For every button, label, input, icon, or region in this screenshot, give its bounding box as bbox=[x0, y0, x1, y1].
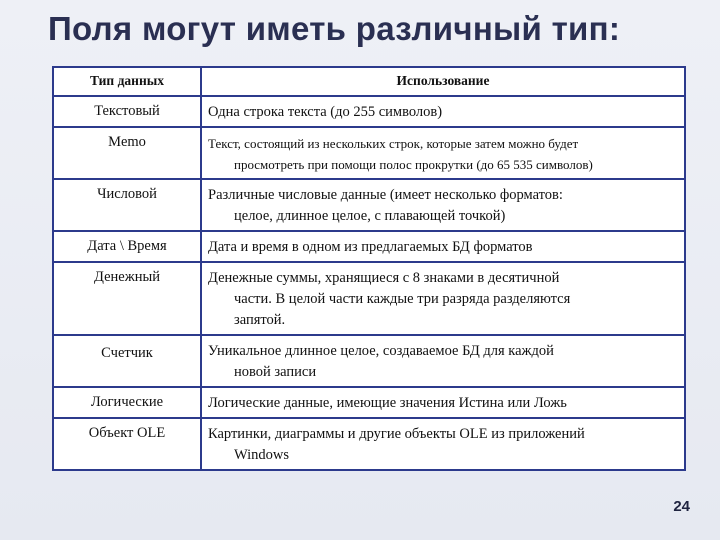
page-number: 24 bbox=[673, 498, 690, 515]
table-row bbox=[53, 387, 685, 418]
usage-line: Уникальное длинное целое, создаваемое БД для каждой bbox=[208, 343, 554, 359]
usage-line: части. В целой части каждые три разряда разделяются bbox=[234, 291, 571, 307]
table-row bbox=[53, 335, 685, 387]
usage-line: Картинки, диаграммы и другие объекты OLE из приложений bbox=[208, 426, 585, 442]
type-cell: Денежный bbox=[53, 262, 201, 335]
usage-line: просмотреть при помощи полос прокрутки (до 65 535 символов) bbox=[234, 157, 593, 172]
usage-line: целое, длинное целое, с плавающей точкой) bbox=[234, 208, 506, 224]
usage-cell bbox=[201, 179, 685, 231]
table-row bbox=[53, 262, 685, 335]
slide-title: Поля могут иметь различный тип: bbox=[48, 10, 621, 47]
usage-cell bbox=[201, 262, 685, 335]
usage-cell bbox=[201, 127, 685, 179]
usage-cell bbox=[201, 231, 685, 262]
header-usage: Использование bbox=[201, 67, 685, 96]
usage-line: Одна строка текста (до 255 символов) bbox=[208, 104, 443, 120]
type-cell: Счетчик bbox=[53, 335, 201, 387]
usage-cell bbox=[201, 335, 685, 387]
table-row bbox=[53, 96, 685, 127]
usage-cell bbox=[201, 387, 685, 418]
usage-line: Логические данные, имеющие значения Истина или Ложь bbox=[208, 395, 567, 411]
usage-line: Денежные суммы, хранящиеся с 8 знаками в десятичной bbox=[208, 270, 560, 286]
type-cell: Текстовый bbox=[53, 96, 201, 127]
usage-line: Текст, состоящий из нескольких строк, которые затем можно будет bbox=[208, 136, 579, 151]
type-cell: Логические bbox=[53, 387, 201, 418]
header-data-type: Тип данных bbox=[53, 67, 201, 96]
table-row bbox=[53, 418, 685, 470]
table-header-row bbox=[53, 67, 685, 96]
type-cell: Числовой bbox=[53, 179, 201, 231]
usage-cell bbox=[201, 96, 685, 127]
table-row bbox=[53, 231, 685, 262]
usage-line: Windows bbox=[234, 447, 289, 463]
usage-cell bbox=[201, 418, 685, 470]
type-cell: Объект OLE bbox=[53, 418, 201, 470]
usage-line: Различные числовые данные (имеет несколько форматов: bbox=[208, 187, 563, 203]
type-cell: Дата \ Время bbox=[53, 231, 201, 262]
usage-line: Дата и время в одном из предлагаемых БД форматов bbox=[208, 239, 533, 255]
table-row bbox=[53, 179, 685, 231]
data-types-table bbox=[52, 66, 686, 471]
usage-line: новой записи bbox=[234, 364, 317, 380]
table-row bbox=[53, 127, 685, 179]
usage-line: запятой. bbox=[234, 312, 286, 328]
type-cell: Memo bbox=[53, 127, 201, 179]
